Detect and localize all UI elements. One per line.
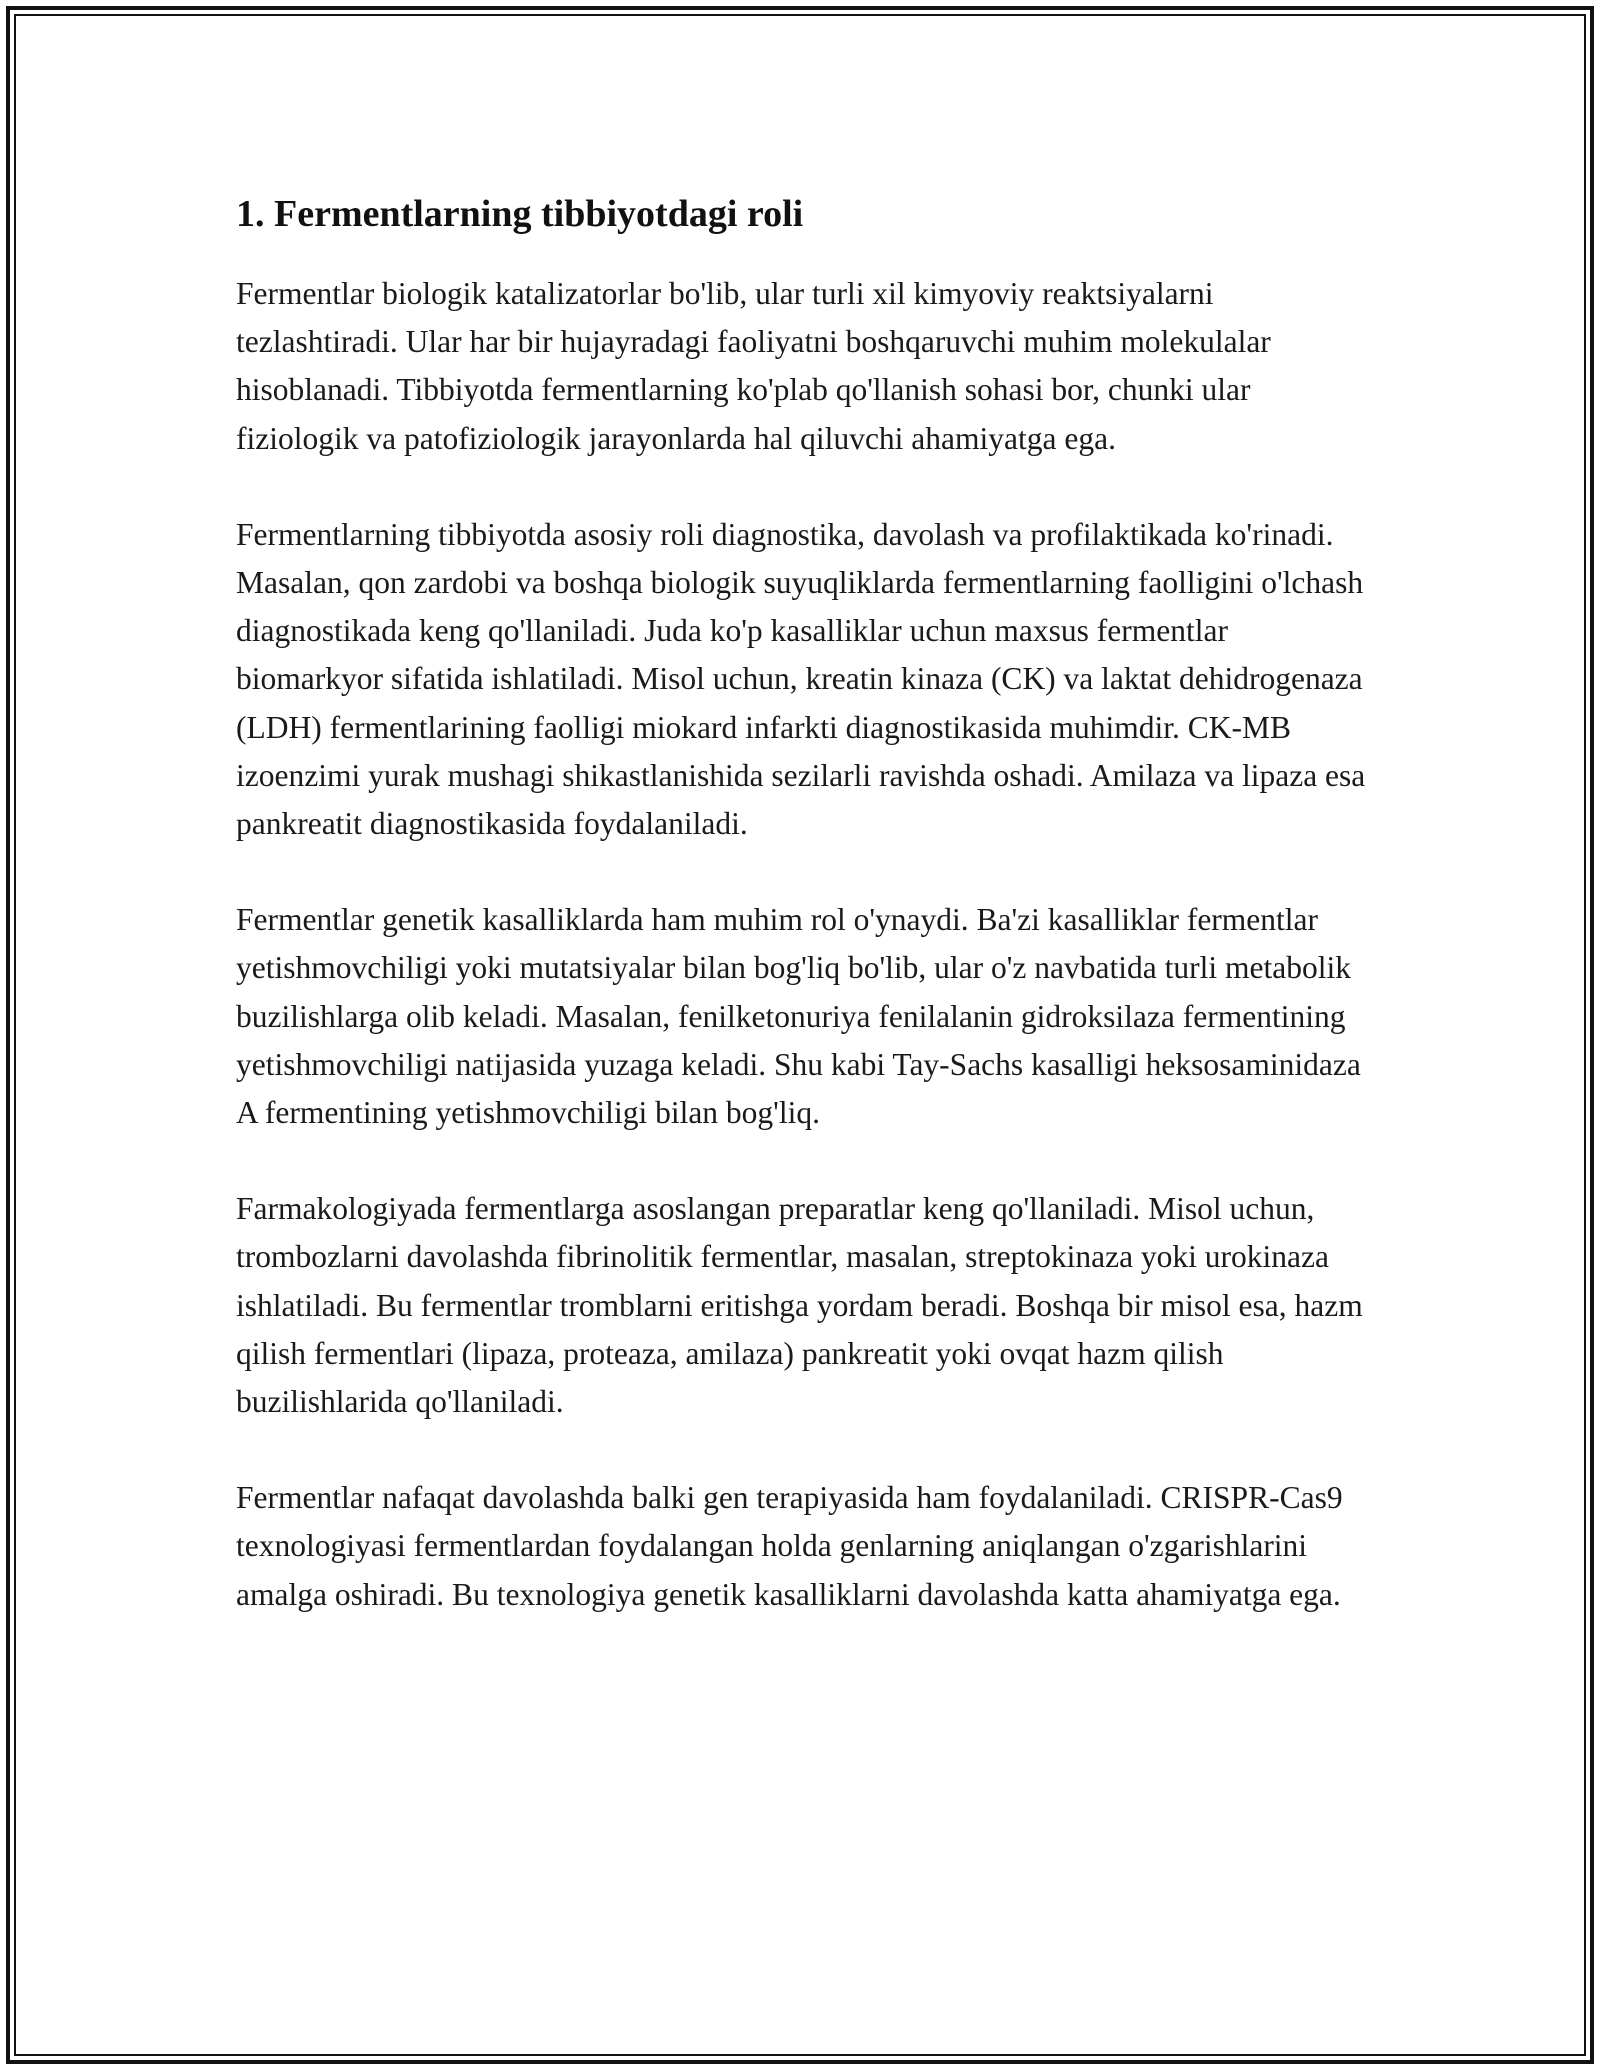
document-body (236, 188, 1376, 1619)
section-heading: 1. Fermentlarning tibbiyotdagi roli (236, 193, 804, 235)
paragraph-intro: Fermentlar biologik katalizatorlar bo'lib, ular turli xil kimyoviy reaktsiyalarni tezlashtiradi. Ular har bir hujayradagi faoliyatni boshqaruvchi muhim molekulalar hisoblanadi. Tibbiyotda fermentlarning ko'plab qo'llanish sohasi bor, chunki ular fiziologik va patofiziologik jarayonlarda hal qiluvchi ahamiyatga ega. (236, 276, 1271, 456)
paragraph-genetic-diseases: Fermentlar genetik kasalliklarda ham muhim rol o'ynaydi. Ba'zi kasalliklar fermentlar yetishmovchiligi yoki mutatsiyalar bilan bog'liq bo'lib, ular o'z navbatida turli metabolik buzilishlarga olib keladi. Masalan, fenilketonuriya fenilalanin gidroksilaza fermentining yetishmovchiligi natijasida yuzaga keladi. Shu kabi Tay-Sachs kasalligi heksosaminidaza A fermentining yetishmovchiligi bilan bog'liq. (236, 902, 1361, 1131)
paragraph-gene-therapy: Fermentlar nafaqat davolashda balki gen terapiyasida ham foydalaniladi. CRISPR-Cas9 texnologiyasi fermentlardan foydalangan holda genlarning aniqlangan o'zgarishlarini amalga oshiradi. Bu texnologiya genetik kasalliklarni davolashda katta ahamiyatga ega. (236, 1480, 1343, 1612)
paragraph-pharmacology: Farmakologiyada fermentlarga asoslangan preparatlar keng qo'llaniladi. Misol uchun, trombozlarni davolashda fibrinolitik fermentlar, masalan, streptokinaza yoki urokinaza ishlatiladi. Bu fermentlar tromblarni eritishga yordam beradi. Boshqa bir misol esa, hazm qilish fermentlari (lipaza, proteaza, amilaza) pankreatit yoki ovqat hazm qilish buzilishlarida qo'llaniladi. (236, 1191, 1363, 1420)
paragraph-diagnostics: Fermentlarning tibbiyotda asosiy roli diagnostika, davolash va profilaktikada ko'rinadi. Masalan, qon zardobi va boshqa biologik suyuqliklarda fermentlarning faolligini o'lchash diagnostikada keng qo'llaniladi. Juda ko'p kasalliklar uchun maxsus fermentlar biomarkyor sifatida ishlatiladi. Misol uchun, kreatin kinaza (CK) va laktat dehidrogenaza (LDH) fermentlarining faolligi miokard infarkti diagnostikasida muhimdir. CK-MB izoenzimi yurak mushagi shikastlanishida sezilarli ravishda oshadi. Amilaza va lipaza esa pankreatit diagnostikasida foydalaniladi. (236, 516, 1366, 842)
